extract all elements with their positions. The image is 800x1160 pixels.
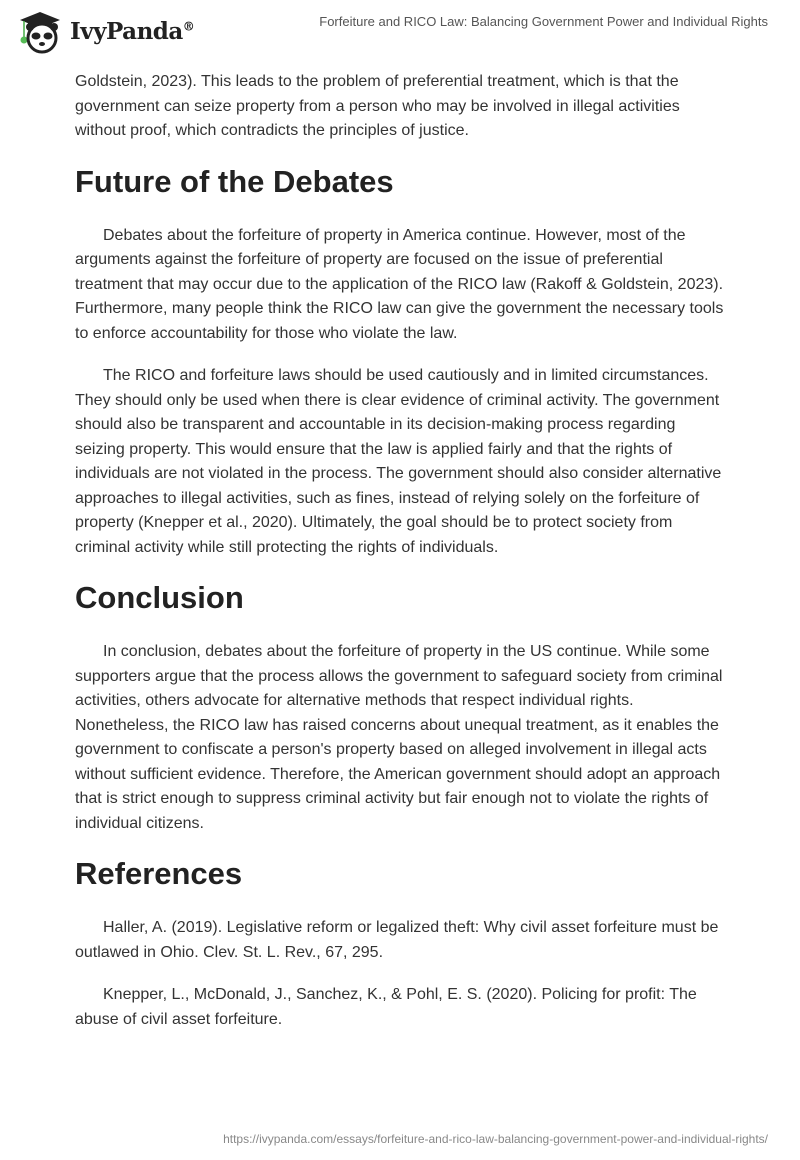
document-title: Forfeiture and RICO Law: Balancing Government Power and Individual Rights [319, 14, 768, 29]
header [0, 0, 800, 60]
paragraph: The RICO and forfeiture laws should be used cautiously and in limited circumstances. They should only be used when there is clear evidence of criminal activity. The government should also be transparent and accountable in its decision-making process regarding seizing property. This would ensure that the law is applied fairly and that the rights of individuals are not violated in the process. The government should also consider alternative approaches to illegal activities, such as fines, instead of relying solely on the forfeiture of property (Knepper et al., 2020). Ultimately, the goal should be to protect society from criminal activity while still protecting the rights of individuals. [75, 367, 722, 556]
paragraph: Goldstein, 2023). This leads to the problem of preferential treatment, which is that the government can seize property from a person who may be involved in illegal activities without proof, which contradicts the principles of justice. [75, 73, 680, 139]
section-heading: Future of the Debates [75, 163, 394, 199]
registered-mark: ® [182, 18, 195, 33]
section-heading: Conclusion [75, 580, 244, 615]
brand-name: IvyPanda [70, 17, 183, 45]
reference-item: Haller, A. (2019). Legislative reform or legalized theft: Why civil asset forfeiture must be outlawed in Ohio. Clev. St. L. Rev., 67, 295. [75, 919, 719, 961]
footer-url[interactable]: https://ivypanda.com/essays/forfeiture-and-rico-law-balancing-government-power-and-individual-rights/ [223, 1132, 768, 1146]
essay-content [75, 70, 727, 1050]
section-heading: References [75, 856, 243, 891]
paragraph: In conclusion, debates about the forfeiture of property in the US continue. While some supporters argue that the process allows the government to safeguard society from criminal activities, others advocate for alternative methods that respect individual rights. Nonetheless, the RICO law has raised concerns about unequal treatment, as it enables the government to confiscate a person's property based on alleged involvement in illegal acts without sufficient evidence. Therefore, the American government should adopt an approach that is strict enough to suppress criminal activity but fair enough not to violate the rights of individual citizens. [75, 643, 723, 832]
reference-item: Knepper, L., McDonald, J., Sanchez, K., & Pohl, E. S. (2020). Policing for profit: The abuse of civil asset forfeiture. [75, 986, 697, 1028]
paragraph: Debates about the forfeiture of property in America continue. However, most of the arguments against the forfeiture of property are focused on the issue of preferential treatment that may occur due to the application of the RICO law (Rakoff & Goldstein, 2023). Furthermore, many people think the RICO law can give the government the necessary tools to enforce accountability for those who violate the law. [75, 226, 724, 342]
panda-logo-icon [16, 8, 64, 54]
logo[interactable] [16, 8, 194, 54]
